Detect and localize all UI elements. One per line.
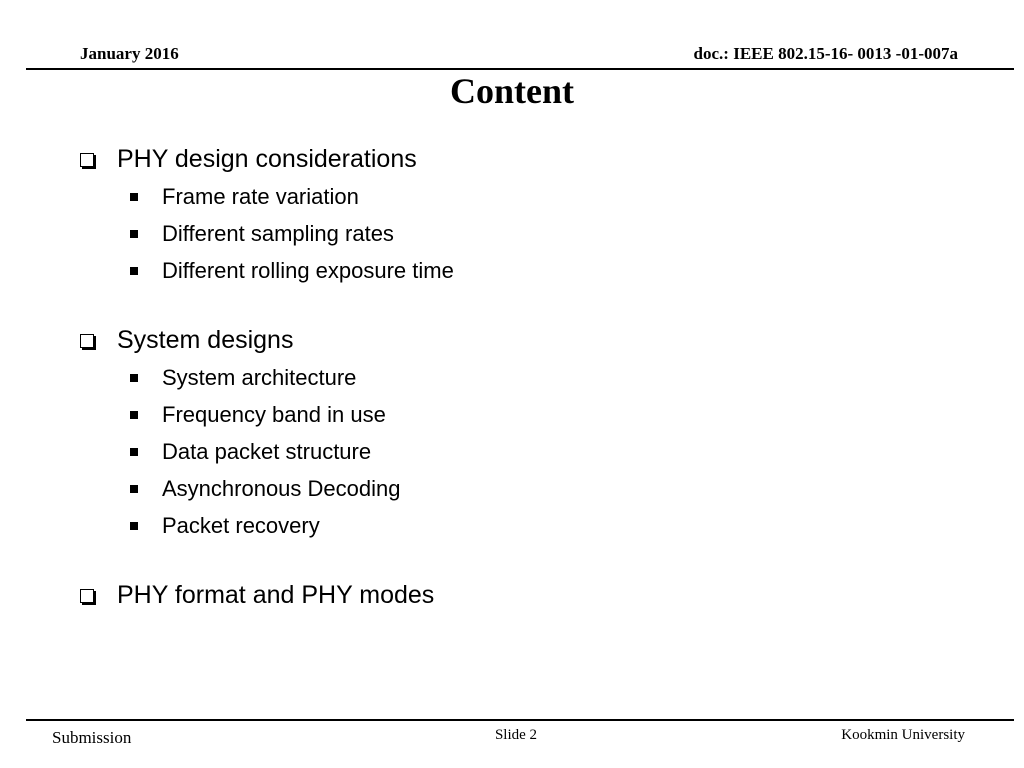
bullet-level2	[80, 433, 960, 470]
bullet-level2-text: Different rolling exposure time	[162, 257, 454, 283]
square-bullet-icon	[130, 193, 138, 201]
checkbox-bullet-icon	[80, 334, 98, 348]
bullet-section	[80, 322, 960, 544]
bullet-section	[80, 577, 960, 614]
footer-slide-number: Slide 2	[494, 727, 538, 743]
header-date: January 2016	[80, 44, 179, 63]
square-bullet-icon	[130, 448, 138, 456]
bullet-level2	[80, 470, 960, 507]
bullet-level2	[80, 215, 960, 252]
bullet-level2-text: Different sampling rates	[162, 220, 394, 246]
bullet-level2	[80, 252, 960, 289]
square-bullet-icon	[130, 522, 138, 530]
bullet-level2-text: System architecture	[162, 364, 357, 390]
header-doc-id: doc.: IEEE 802.15-16- 0013 -01-007a	[693, 44, 958, 63]
bullet-level2-text: Frame rate variation	[162, 183, 359, 209]
bullet-level2-text: Data packet structure	[162, 438, 372, 464]
square-bullet-icon	[130, 374, 138, 382]
bullet-level1-text: System designs	[117, 326, 294, 354]
bullet-level2-text: Packet recovery	[162, 512, 320, 538]
footer-submission: Submission	[52, 728, 132, 747]
bullet-level2	[80, 396, 960, 433]
bullet-level2	[80, 178, 960, 215]
square-bullet-icon	[130, 267, 138, 275]
footer-divider	[26, 719, 1014, 721]
checkbox-bullet-icon	[80, 153, 98, 167]
bullet-level1-text: PHY design considerations	[117, 145, 417, 173]
bullet-level1	[80, 141, 960, 178]
bullet-level1	[80, 322, 960, 359]
bullet-level2	[80, 507, 960, 544]
checkbox-bullet-icon	[80, 589, 98, 603]
square-bullet-icon	[130, 411, 138, 419]
bullet-level2	[80, 359, 960, 396]
bullet-level2-text: Frequency band in use	[162, 401, 386, 427]
bullet-level1-text: PHY format and PHY modes	[117, 581, 435, 609]
bullet-level2-text: Asynchronous Decoding	[162, 475, 401, 501]
square-bullet-icon	[130, 230, 138, 238]
slide-title: Content	[450, 71, 574, 111]
bullet-list	[80, 141, 960, 614]
bullet-level1	[80, 577, 960, 614]
bullet-section	[80, 141, 960, 289]
footer-affiliation: Kookmin University	[841, 727, 965, 743]
square-bullet-icon	[130, 485, 138, 493]
